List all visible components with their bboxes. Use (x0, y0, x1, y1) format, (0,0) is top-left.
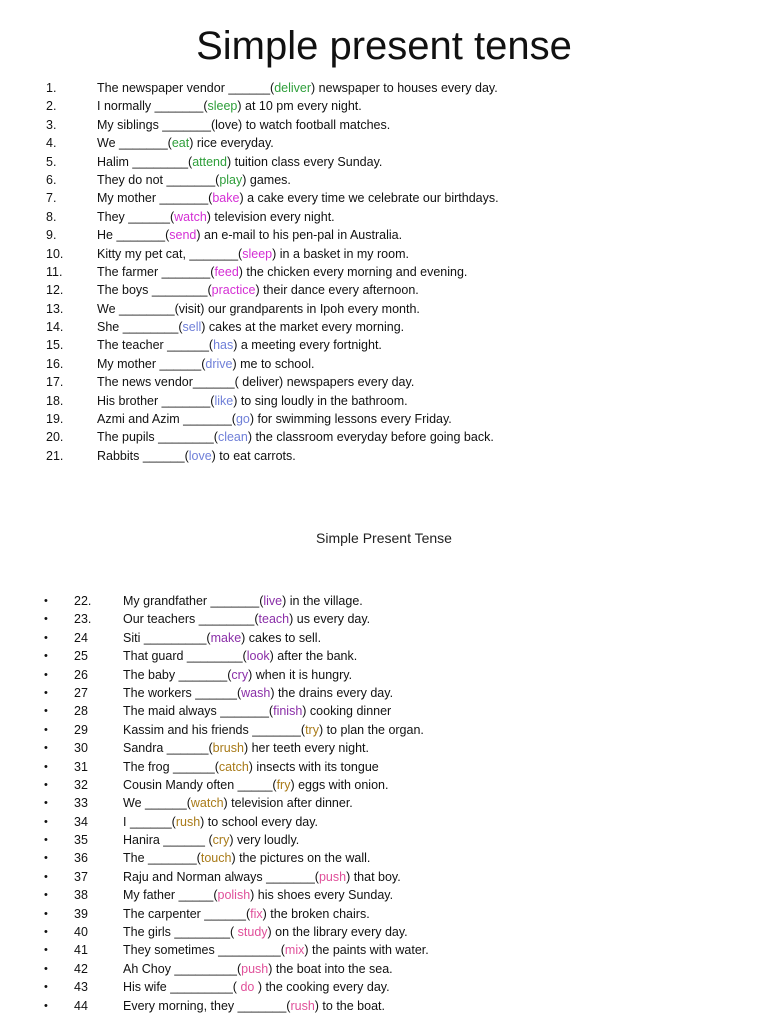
verb-hint: wash (241, 685, 271, 700)
item-number: 19. (46, 412, 64, 427)
sentence-part: We ______( (123, 796, 191, 811)
verb-hint: finish (273, 704, 303, 719)
sentence-part: The teacher ______( (97, 338, 214, 353)
list-item (0, 776, 768, 794)
sentence-part: The _______( (123, 851, 201, 866)
item-sentence (123, 629, 321, 647)
item-number: 26 (74, 667, 88, 682)
sentence-part: She ________( (97, 320, 183, 335)
item-number: 21. (46, 448, 64, 463)
verb-hint: go (235, 412, 250, 427)
item-sentence (97, 392, 408, 410)
sentence-part: His brother _______( (97, 393, 215, 408)
bullet-icon: • (44, 742, 48, 755)
list-item (0, 647, 768, 665)
verb-hint: push (318, 869, 347, 884)
verb-hint: sleep (242, 246, 273, 261)
item-number: 39 (74, 906, 88, 921)
item-number: 11. (46, 264, 63, 279)
list-item (0, 318, 768, 336)
sentence-part: My grandfather _______( (123, 594, 264, 608)
verb-hint: polish (217, 888, 251, 903)
verb-hint: has (213, 338, 234, 353)
verb-hint: try (305, 722, 319, 737)
verb-hint: study (237, 925, 268, 940)
item-number: 22. (74, 594, 92, 608)
item-number: 42 (74, 961, 88, 976)
sentence-part: The boys ________( (97, 283, 212, 298)
sentence-part: Azmi and Azim _______( (97, 412, 236, 427)
sentence-part: ) on the library every day. (267, 925, 408, 940)
sentence-part: ) a meeting every fortnight. (233, 338, 382, 353)
bullet-icon: • (44, 778, 48, 791)
verb-hint: mix (284, 943, 305, 958)
item-number: 30 (74, 741, 88, 756)
item-number: 15. (46, 338, 64, 353)
sentence-part: ) the classroom everyday before going back. (247, 430, 494, 445)
item-number: 2. (46, 99, 57, 114)
sentence-part: I ______( (123, 814, 176, 829)
item-sentence (123, 739, 369, 757)
item-sentence (123, 905, 370, 923)
sentence-part: Kassim and his friends _______( (123, 722, 306, 737)
list-item (0, 171, 768, 189)
section-subtitle: Simple Present Tense (316, 530, 452, 546)
list-item (0, 794, 768, 812)
verb-hint: brush (212, 741, 244, 756)
item-number: 44 (74, 998, 88, 1013)
sentence-part: My siblings _______(love) to watch football matches. (97, 117, 391, 132)
sentence-part: The girls ________( (123, 925, 238, 940)
list-item (0, 373, 768, 391)
sentence-part: ) after the bank. (269, 649, 358, 664)
verb-hint: sleep (207, 99, 238, 114)
item-sentence (97, 171, 291, 189)
item-number: 33 (74, 796, 88, 811)
item-sentence (97, 226, 402, 244)
list-item (0, 392, 768, 410)
verb-hint: clean (217, 430, 248, 445)
item-sentence (123, 997, 385, 1015)
sentence-part: ) us every day. (289, 612, 371, 627)
list-item (0, 629, 768, 647)
bullet-icon: • (44, 889, 48, 902)
exercise-list-2 (0, 592, 768, 1015)
sentence-part: Halim ________( (97, 154, 193, 169)
verb-hint: attend (192, 154, 227, 169)
sentence-part: They sometimes _________( (123, 943, 285, 958)
sentence-part: ) in a basket in my room. (272, 246, 409, 261)
sentence-part: Our teachers ________( (123, 612, 259, 627)
item-sentence (123, 941, 429, 959)
verb-hint: watch (190, 796, 224, 811)
item-sentence (97, 410, 452, 428)
sentence-part: The farmer _______( (97, 264, 215, 279)
item-number: 43 (74, 980, 88, 995)
sentence-part: Kitty my pet cat, _______( (97, 246, 243, 261)
list-item (0, 116, 768, 134)
sentence-part: Siti _________( (123, 630, 211, 645)
item-number: 28 (74, 704, 88, 719)
list-item (0, 886, 768, 904)
sentence-part: ) insects with its tongue (248, 759, 379, 774)
bullet-icon: • (44, 815, 48, 828)
sentence-part: Every morning, they _______( (123, 998, 291, 1013)
list-item (0, 336, 768, 354)
sentence-part: ) when it is hungry. (248, 667, 353, 682)
item-sentence (123, 666, 352, 684)
item-sentence (123, 721, 424, 739)
list-item (0, 758, 768, 776)
sentence-part: ) very loudly. (229, 833, 300, 848)
item-sentence (123, 684, 393, 702)
verb-hint: make (210, 630, 242, 645)
sentence-part: ) cakes at the market every morning. (201, 320, 405, 335)
item-number: 6. (46, 172, 57, 187)
verb-hint: fry (276, 777, 291, 792)
item-sentence (123, 849, 370, 867)
list-item (0, 739, 768, 757)
item-sentence (97, 116, 390, 134)
bullet-icon: • (44, 926, 48, 939)
sentence-part: We _______( (97, 136, 172, 151)
item-sentence (123, 610, 370, 628)
item-number: 38 (74, 888, 88, 903)
sentence-part: ) television after dinner. (223, 796, 353, 811)
list-item (0, 226, 768, 244)
sentence-part: ) to sing loudly in the bathroom. (233, 393, 408, 408)
sentence-part: My father _____( (123, 888, 218, 903)
sentence-part: ) to school every day. (200, 814, 319, 829)
sentence-part: They do not _______( (97, 172, 220, 187)
bullet-icon: • (44, 595, 48, 607)
sentence-part: ) the pictures on the wall. (231, 851, 371, 866)
sentence-part: That guard ________( (123, 649, 247, 664)
verb-hint: teach (258, 612, 290, 627)
verb-hint: eat (171, 136, 190, 151)
verb-hint: touch (200, 851, 232, 866)
sentence-part: Raju and Norman always _______( (123, 869, 319, 884)
list-item (0, 941, 768, 959)
sentence-part: ) to the boat. (314, 998, 385, 1013)
item-sentence (123, 978, 390, 996)
item-number: 31 (74, 759, 88, 774)
sentence-part: ) the drains every day. (270, 685, 394, 700)
sentence-part: My mother ______( (97, 356, 206, 371)
item-number: 20. (46, 430, 64, 445)
bullet-icon: • (44, 797, 48, 810)
item-sentence (123, 794, 353, 812)
page-title: Simple present tense (196, 24, 572, 68)
item-sentence (97, 189, 499, 207)
sentence-part: ) the paints with water. (304, 943, 429, 958)
sentence-part: The baby _______( (123, 667, 232, 682)
list-item (0, 721, 768, 739)
verb-hint: cry (212, 833, 230, 848)
verb-hint: cry (231, 667, 249, 682)
item-number: 24 (74, 630, 88, 645)
sentence-part: Hanira ______ ( (123, 833, 213, 848)
item-sentence (123, 923, 408, 941)
list-item (0, 300, 768, 318)
sentence-part: ) the broken chairs. (262, 906, 370, 921)
sentence-part: They ______( (97, 209, 175, 224)
item-sentence (97, 428, 494, 446)
bullet-icon: • (44, 686, 48, 699)
verb-hint: rush (175, 814, 201, 829)
sentence-part: ) their dance every afternoon. (255, 283, 419, 298)
item-number: 23. (74, 612, 92, 627)
verb-hint: rush (290, 998, 315, 1013)
item-sentence (97, 79, 498, 97)
verb-hint: watch (174, 209, 207, 224)
item-sentence (123, 592, 363, 610)
list-item (0, 245, 768, 263)
bullet-icon: • (44, 668, 48, 681)
bullet-icon: • (44, 760, 48, 773)
list-item (0, 923, 768, 941)
bullet-icon: • (44, 613, 48, 626)
item-number: 13. (46, 301, 64, 316)
verb-hint: like (214, 393, 234, 408)
item-number: 16. (46, 356, 64, 371)
item-sentence (123, 647, 357, 665)
sentence-part: Rabbits ______( (97, 448, 189, 463)
item-sentence (123, 776, 388, 794)
list-item (0, 355, 768, 373)
item-sentence (123, 702, 391, 720)
sentence-part: ) at 10 pm every night. (237, 99, 362, 114)
item-number: 7. (46, 191, 57, 206)
item-sentence (97, 373, 414, 391)
verb-hint: look (246, 649, 270, 664)
sentence-part: Cousin Mandy often _____( (123, 777, 277, 792)
list-item (0, 610, 768, 628)
sentence-part: ) to plan the organ. (318, 722, 424, 737)
verb-hint: feed (214, 264, 239, 279)
sentence-part: ) cooking dinner (302, 704, 392, 719)
sentence-part: ) tuition class every Sunday. (226, 154, 383, 169)
item-number: 5. (46, 154, 57, 169)
item-number: 32 (74, 777, 88, 792)
item-sentence (97, 134, 274, 152)
sentence-part: ) television every night. (206, 209, 335, 224)
verb-hint: do (240, 980, 255, 995)
item-number: 10. (46, 246, 64, 261)
item-sentence (97, 447, 296, 465)
verb-hint: love (188, 448, 212, 463)
list-item (0, 79, 768, 97)
item-sentence (123, 831, 299, 849)
sentence-part: The newspaper vendor ______( (97, 81, 275, 95)
item-number: 12. (46, 283, 64, 298)
sentence-part: ) games. (242, 172, 291, 187)
item-sentence (97, 245, 409, 263)
bullet-icon: • (44, 852, 48, 865)
bullet-icon: • (44, 650, 48, 663)
item-sentence (123, 813, 318, 831)
verb-hint: drive (205, 356, 233, 371)
item-number: 36 (74, 851, 88, 866)
verb-hint: bake (212, 191, 240, 206)
sentence-part: He _______( (97, 228, 170, 243)
list-item (0, 410, 768, 428)
bullet-icon: • (44, 962, 48, 975)
list-item (0, 868, 768, 886)
item-sentence (123, 886, 393, 904)
list-item (0, 134, 768, 152)
verb-hint: fix (250, 906, 263, 921)
item-sentence (97, 318, 404, 336)
bullet-icon: • (44, 723, 48, 736)
list-item (0, 428, 768, 446)
list-item (0, 905, 768, 923)
sentence-part: The pupils ________( (97, 430, 218, 445)
verb-hint: sell (182, 320, 202, 335)
list-item (0, 813, 768, 831)
item-number: 3. (46, 117, 57, 132)
sentence-part: ) in the village. (282, 594, 363, 608)
item-number: 1. (46, 81, 57, 95)
verb-hint: play (219, 172, 243, 187)
item-number: 14. (46, 320, 64, 335)
item-number: 29 (74, 722, 88, 737)
item-sentence (97, 263, 467, 281)
list-item (0, 666, 768, 684)
sentence-part: The frog ______( (123, 759, 219, 774)
verb-hint: push (241, 961, 269, 976)
sentence-part: I normally _______( (97, 99, 208, 114)
sentence-part: ) an e-mail to his pen-pal in Australia. (196, 228, 403, 243)
sentence-part: The maid always _______( (123, 704, 274, 719)
item-number: 40 (74, 925, 88, 940)
verb-hint: send (169, 228, 197, 243)
item-sentence (97, 153, 382, 171)
item-sentence (97, 97, 362, 115)
item-sentence (97, 281, 419, 299)
sentence-part: Sandra ______( (123, 741, 213, 756)
item-number: 17. (46, 375, 64, 390)
sentence-part: ) that boy. (346, 869, 401, 884)
item-sentence (97, 355, 314, 373)
sentence-part: Ah Choy _________( (123, 961, 242, 976)
item-number: 34 (74, 814, 88, 829)
bullet-icon: • (44, 999, 48, 1012)
list-item (0, 978, 768, 996)
item-sentence (97, 336, 382, 354)
list-item (0, 447, 768, 465)
sentence-part: ) rice everyday. (189, 136, 274, 151)
item-sentence (123, 960, 393, 978)
verb-hint: catch (218, 759, 249, 774)
item-sentence (97, 300, 420, 318)
sentence-part: ) eggs with onion. (290, 777, 389, 792)
item-sentence (97, 208, 335, 226)
list-item (0, 849, 768, 867)
list-item (0, 153, 768, 171)
sentence-part: ) the cooking every day. (254, 980, 390, 995)
item-number: 9. (46, 228, 57, 243)
bullet-icon: • (44, 834, 48, 847)
item-number: 27 (74, 685, 88, 700)
sentence-part: The workers ______( (123, 685, 242, 700)
list-item (0, 592, 768, 610)
list-item (0, 189, 768, 207)
item-sentence (123, 868, 401, 886)
item-sentence (123, 758, 379, 776)
item-number: 8. (46, 209, 57, 224)
list-item (0, 997, 768, 1015)
bullet-icon: • (44, 705, 48, 718)
list-item (0, 281, 768, 299)
list-item (0, 684, 768, 702)
item-number: 35 (74, 833, 88, 848)
sentence-part: His wife _________( (123, 980, 241, 995)
list-item (0, 831, 768, 849)
exercise-list-1 (0, 79, 768, 465)
list-item (0, 263, 768, 281)
sentence-part: The news vendor______( deliver) newspapers every day. (97, 375, 415, 390)
item-number: 37 (74, 869, 88, 884)
list-item (0, 960, 768, 978)
sentence-part: My mother _______( (97, 191, 213, 206)
sentence-part: The carpenter ______( (123, 906, 251, 921)
sentence-part: ) me to school. (232, 356, 315, 371)
item-number: 4. (46, 136, 57, 151)
bullet-icon: • (44, 907, 48, 920)
sentence-part: ) her teeth every night. (243, 741, 370, 756)
item-number: 41 (74, 943, 88, 958)
list-item (0, 208, 768, 226)
bullet-icon: • (44, 870, 48, 883)
sentence-part: ) cakes to sell. (241, 630, 322, 645)
list-item (0, 97, 768, 115)
sentence-part: We ________(visit) our grandparents in Ipoh every month. (97, 301, 420, 316)
item-number: 25 (74, 649, 88, 664)
sentence-part: ) his shoes every Sunday. (250, 888, 394, 903)
bullet-icon: • (44, 981, 48, 994)
verb-hint: deliver (274, 81, 312, 95)
verb-hint: live (263, 594, 283, 608)
sentence-part: ) the boat into the sea. (268, 961, 393, 976)
bullet-icon: • (44, 631, 48, 644)
sentence-part: ) for swimming lessons every Friday. (249, 412, 452, 427)
sentence-part: ) a cake every time we celebrate our birthdays. (239, 191, 499, 206)
sentence-part: ) the chicken every morning and evening. (238, 264, 468, 279)
list-item (0, 702, 768, 720)
sentence-part: ) newspaper to houses every day. (311, 81, 498, 95)
verb-hint: practice (211, 283, 256, 298)
sentence-part: ) to eat carrots. (211, 448, 296, 463)
bullet-icon: • (44, 944, 48, 957)
item-number: 18. (46, 393, 64, 408)
